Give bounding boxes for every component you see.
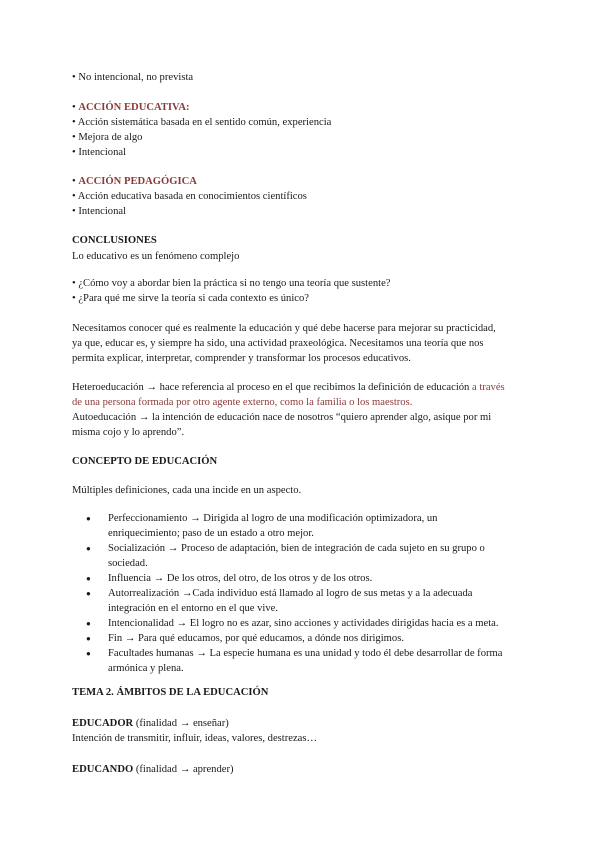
educador-line: Intención de transmitir, influir, ideas, valores, destrezas…	[72, 733, 318, 744]
list-item: • Intencional	[72, 147, 127, 158]
list-item: • Mejora de algo	[72, 132, 143, 143]
list-item: ● Influencia → De los otros, del otro, de los otros y de los otros.	[86, 571, 526, 586]
paragraph-line: Necesitamos conocer qué es realmente la educación y qué debe hacerse para mejorar su practicidad,	[72, 323, 496, 334]
heading-bullet: •	[72, 176, 79, 187]
list-item: ● Facultades humanas → La especie humana es una unidad y todo él debe desarrollar de forma armónica y plena.	[86, 646, 526, 676]
list-item: • Acción sistemática basada en el sentido común, experiencia	[72, 117, 332, 128]
list-item: • Intencional	[72, 206, 127, 217]
heteroeducacion-line	[72, 380, 505, 395]
list-item: ● Intencionalidad → El logro no es azar, sino acciones y actividades dirigidas hacia es a meta.	[86, 616, 526, 631]
accion-pedagogica-heading	[72, 174, 197, 189]
accion-pedagogica-title: ACCIÓN PEDAGÓGICA	[78, 176, 197, 187]
paragraph-line: permita explicar, interpretar, comprender y transformar los procesos educativos.	[72, 353, 411, 364]
educador-label: EDUCADOR	[72, 718, 134, 729]
educador-detail: (finalidad → enseñar)	[133, 718, 229, 729]
educador-heading	[72, 716, 229, 731]
heading-bullet: •	[72, 102, 79, 113]
heteroeducacion-line2: de una persona formada por otro agente externo, como la familia o los maestros.	[72, 397, 413, 408]
list-item: • Acción educativa basada en conocimientos científicos	[72, 191, 307, 202]
no-intencional-item: • No intencional, no prevista	[72, 72, 194, 83]
concepto-heading: CONCEPTO DE EDUCACIÓN	[72, 456, 218, 467]
educando-detail: (finalidad → aprender)	[133, 764, 234, 775]
question-item: • ¿Cómo voy a abordar bien la práctica si no tengo una teoría que sustente?	[72, 278, 391, 289]
tema2-heading: TEMA 2. ÁMBITOS DE LA EDUCACIÓN	[72, 687, 269, 698]
accion-educativa-title: ACCIÓN EDUCATIVA:	[78, 102, 190, 113]
educando-heading	[72, 762, 234, 777]
accion-educativa-heading	[72, 100, 190, 115]
conclusiones-heading: CONCLUSIONES	[72, 235, 157, 246]
autoeducacion-line2: misma cojo y lo aprendo”.	[72, 427, 185, 438]
heteroeducacion-highlight: a través	[472, 382, 505, 393]
educando-label: EDUCANDO	[72, 764, 134, 775]
list-item: ● Socialización → Proceso de adaptación, bien de integración de cada sujeto en su grupo o sociedad.	[86, 541, 526, 571]
concepto-list	[86, 511, 526, 676]
concepto-intro: Múltiples definiciones, cada una incide en un aspecto.	[72, 485, 302, 496]
list-item: ● Fin → Para qué educamos, por qué educamos, a dónde nos dirigimos.	[86, 631, 526, 646]
list-item: ● Perfeccionamiento → Dirigida al logro de una modificación optimizadora, un enriquecimiento; paso de un estado a otro mejor.	[86, 511, 526, 541]
heteroeducacion-text: Heteroeducación → hace referencia al proceso en el que recibimos la definición de educación	[72, 382, 473, 393]
question-item: • ¿Para qué me sirve la teoría si cada contexto es único?	[72, 293, 309, 304]
autoeducacion-line: Autoeducación → la intención de educación nace de nosotros “quiero aprender algo, asique por mi	[72, 412, 492, 423]
paragraph-line: ya que, educar es, y siempre ha sido, una actividad praxeológica. Necesitamos una teoría que nos	[72, 338, 484, 349]
list-item: ● Autorrealización →Cada individuo está llamado al logro de sus metas y a la adecuada integración en el entorno en el que vive.	[86, 586, 526, 616]
conclusiones-line: Lo educativo es un fenómeno complejo	[72, 251, 240, 262]
